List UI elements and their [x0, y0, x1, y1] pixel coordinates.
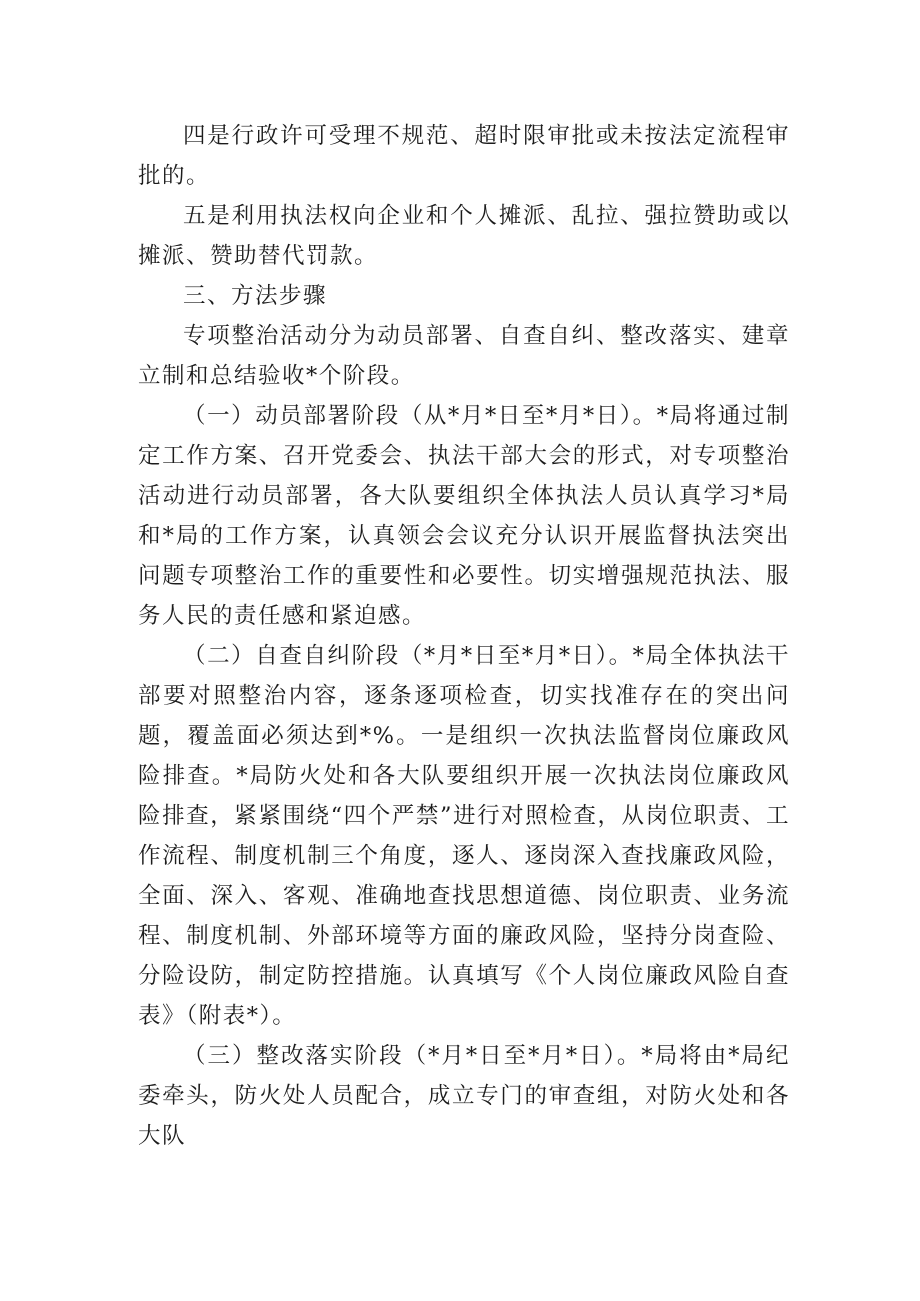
section-heading-methods: 三、方法步骤 [183, 283, 328, 309]
paragraph-item-4: 四是行政许可受理不规范、超时限审批或未按法定流程审批的。 [138, 123, 790, 189]
paragraph-item-5: 五是利用执法权向企业和个人摊派、乱拉、强拉赞助或以摊派、赞助替代罚款。 [138, 203, 790, 269]
paragraph-phase-2: （二）自查自纠阶段（*月*日至*月*日）。*局全体执法干部要对照整治内容，逐条逐项检查，切实找准存在的突出问题，覆盖面必须达到*%。一是组织一次执法监督岗位廉政风险排查。*局防火处和各大队要组织开展一次执法岗位廉政风险排查，紧紧围绕“四个严禁”进行对照检查，从岗位职责、工作流程、制度机制三个角度，逐人、逐岗深入查找廉政风险，全面、深入、客观、准确地查找思想道德、岗位职责、业务流程、制度机制、外部环境等方面的廉政风险，坚持分岗查险、分险设防，制定防控措施。认真填写《个人岗位廉政风险自查表》（附表*）。 [138, 643, 790, 1029]
document-body [138, 116, 790, 1156]
paragraph-phase-1: （一）动员部署阶段（从*月*日至*月*日）。*局将通过制定工作方案、召开党委会、执法干部大会的形式，对专项整治活动进行动员部署，各大队要组织全体执法人员认真学习*局和*局的工作方案，认真领会会议充分认识开展监督执法突出问题专项整治工作的重要性和必要性。切实增强规范执法、服务人民的责任感和紧迫感。 [138, 403, 790, 629]
paragraph-phase-3: （三）整改落实阶段（*月*日至*月*日）。*局将由*局纪委牵头，防火处人员配合，成立专门的审查组，对防火处和各大队 [138, 1043, 790, 1149]
paragraph-overview: 专项整治活动分为动员部署、自查自纠、整改落实、建章立制和总结验收*个阶段。 [138, 323, 790, 389]
